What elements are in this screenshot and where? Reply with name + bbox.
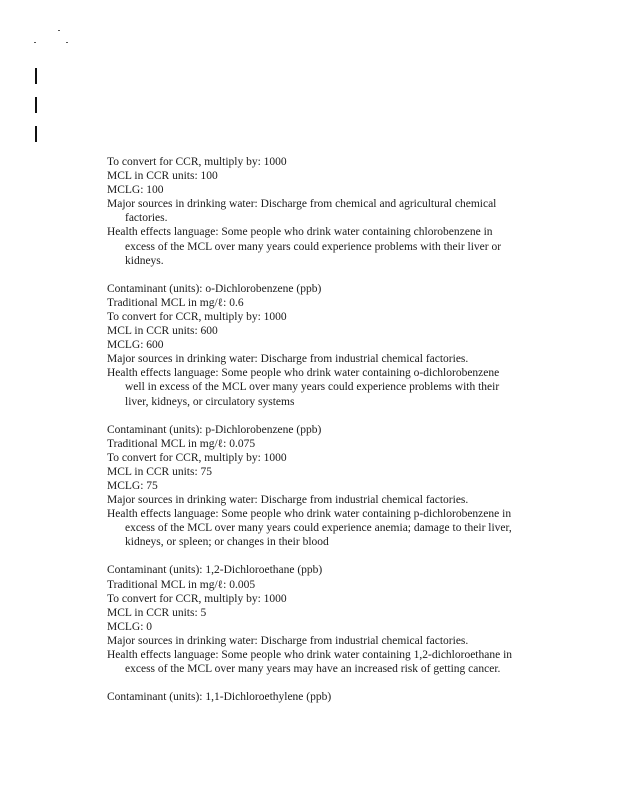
contaminant-name: Contaminant (units): 1,1-Dichloroethylene (ppb) <box>107 691 332 704</box>
revision-bar <box>35 97 37 113</box>
contaminant-name: Contaminant (units): o-Dichlorobenzene (ppb) <box>107 282 322 295</box>
spacer <box>107 268 547 282</box>
health-effects-cont: excess of the MCL over many years could experience anemia; damage to their liver, <box>125 522 512 535</box>
convert-factor: To convert for CCR, multiply by: 1000 <box>107 451 287 464</box>
major-sources: Major sources in drinking water: Discharge from chemical and agricultural chemical <box>107 198 497 211</box>
mclg: MCLG: 0 <box>107 620 153 633</box>
traditional-mcl: Traditional MCL in mg/ℓ: 0.005 <box>107 578 256 591</box>
mclg: MCLG: 600 <box>107 339 164 352</box>
traditional-mcl: Traditional MCL in mg/ℓ: 0.6 <box>107 296 244 309</box>
scan-speck <box>34 42 36 43</box>
revision-bar <box>35 126 37 142</box>
contaminant-entry-p-dichlorobenzene <box>107 423 547 550</box>
scan-speck <box>58 30 60 31</box>
major-sources: Major sources in drinking water: Discharge from industrial chemical factories. <box>107 494 469 507</box>
health-effects-cont: excess of the MCL over many years could experience problems with their liver or <box>125 240 502 253</box>
convert-factor: To convert for CCR, multiply by: 1000 <box>107 156 287 168</box>
mcl-ccr-units: MCL in CCR units: 75 <box>107 465 213 478</box>
major-sources: Major sources in drinking water: Discharge from industrial chemical factories. <box>107 634 469 647</box>
contaminant-name: Contaminant (units): p-Dichlorobenzene (ppb) <box>107 423 322 436</box>
spacer <box>107 409 547 423</box>
health-effects: Health effects language: Some people who drink water containing chlorobenzene in <box>107 226 493 239</box>
mcl-ccr-units: MCL in CCR units: 5 <box>107 606 207 619</box>
convert-factor: To convert for CCR, multiply by: 1000 <box>107 310 287 323</box>
contaminant-name: Contaminant (units): 1,2-Dichloroethane (ppb) <box>107 564 323 577</box>
spacer <box>107 676 547 690</box>
health-effects-cont: kidneys, or spleen; or changes in their blood <box>125 536 329 549</box>
contaminant-entry-o-dichlorobenzene <box>107 282 547 409</box>
health-effects-cont: well in excess of the MCL over many years could experience problems with their <box>125 381 500 394</box>
health-effects-cont: kidneys. <box>125 254 164 267</box>
mcl-ccr-units: MCL in CCR units: 100 <box>107 170 218 183</box>
health-effects: Health effects language: Some people who drink water containing 1,2-dichloroethane in <box>107 649 513 661</box>
contaminant-entry-1-2-dichloroethane <box>107 563 547 676</box>
contaminant-entry-chlorobenzene <box>107 155 547 268</box>
health-effects-cont: excess of the MCL over many years may have an increased risk of getting cancer. <box>125 663 501 676</box>
convert-factor: To convert for CCR, multiply by: 1000 <box>107 592 287 605</box>
revision-bar <box>35 68 37 84</box>
scan-speck <box>66 42 68 43</box>
mclg: MCLG: 75 <box>107 479 158 492</box>
mcl-ccr-units: MCL in CCR units: 600 <box>107 325 218 338</box>
health-effects: Health effects language: Some people who drink water containing p-dichlorobenzene in <box>107 508 512 521</box>
health-effects-cont: liver, kidneys, or circulatory systems <box>125 395 295 408</box>
contaminant-entry-1-1-dichloroethylene <box>107 690 547 704</box>
mclg: MCLG: 100 <box>107 184 164 197</box>
document-body <box>107 155 547 704</box>
major-sources-cont: factories. <box>125 212 168 225</box>
health-effects: Health effects language: Some people who drink water containing o-dichlorobenzene <box>107 367 500 380</box>
spacer <box>107 549 547 563</box>
traditional-mcl: Traditional MCL in mg/ℓ: 0.075 <box>107 437 256 450</box>
major-sources: Major sources in drinking water: Discharge from industrial chemical factories. <box>107 353 469 366</box>
